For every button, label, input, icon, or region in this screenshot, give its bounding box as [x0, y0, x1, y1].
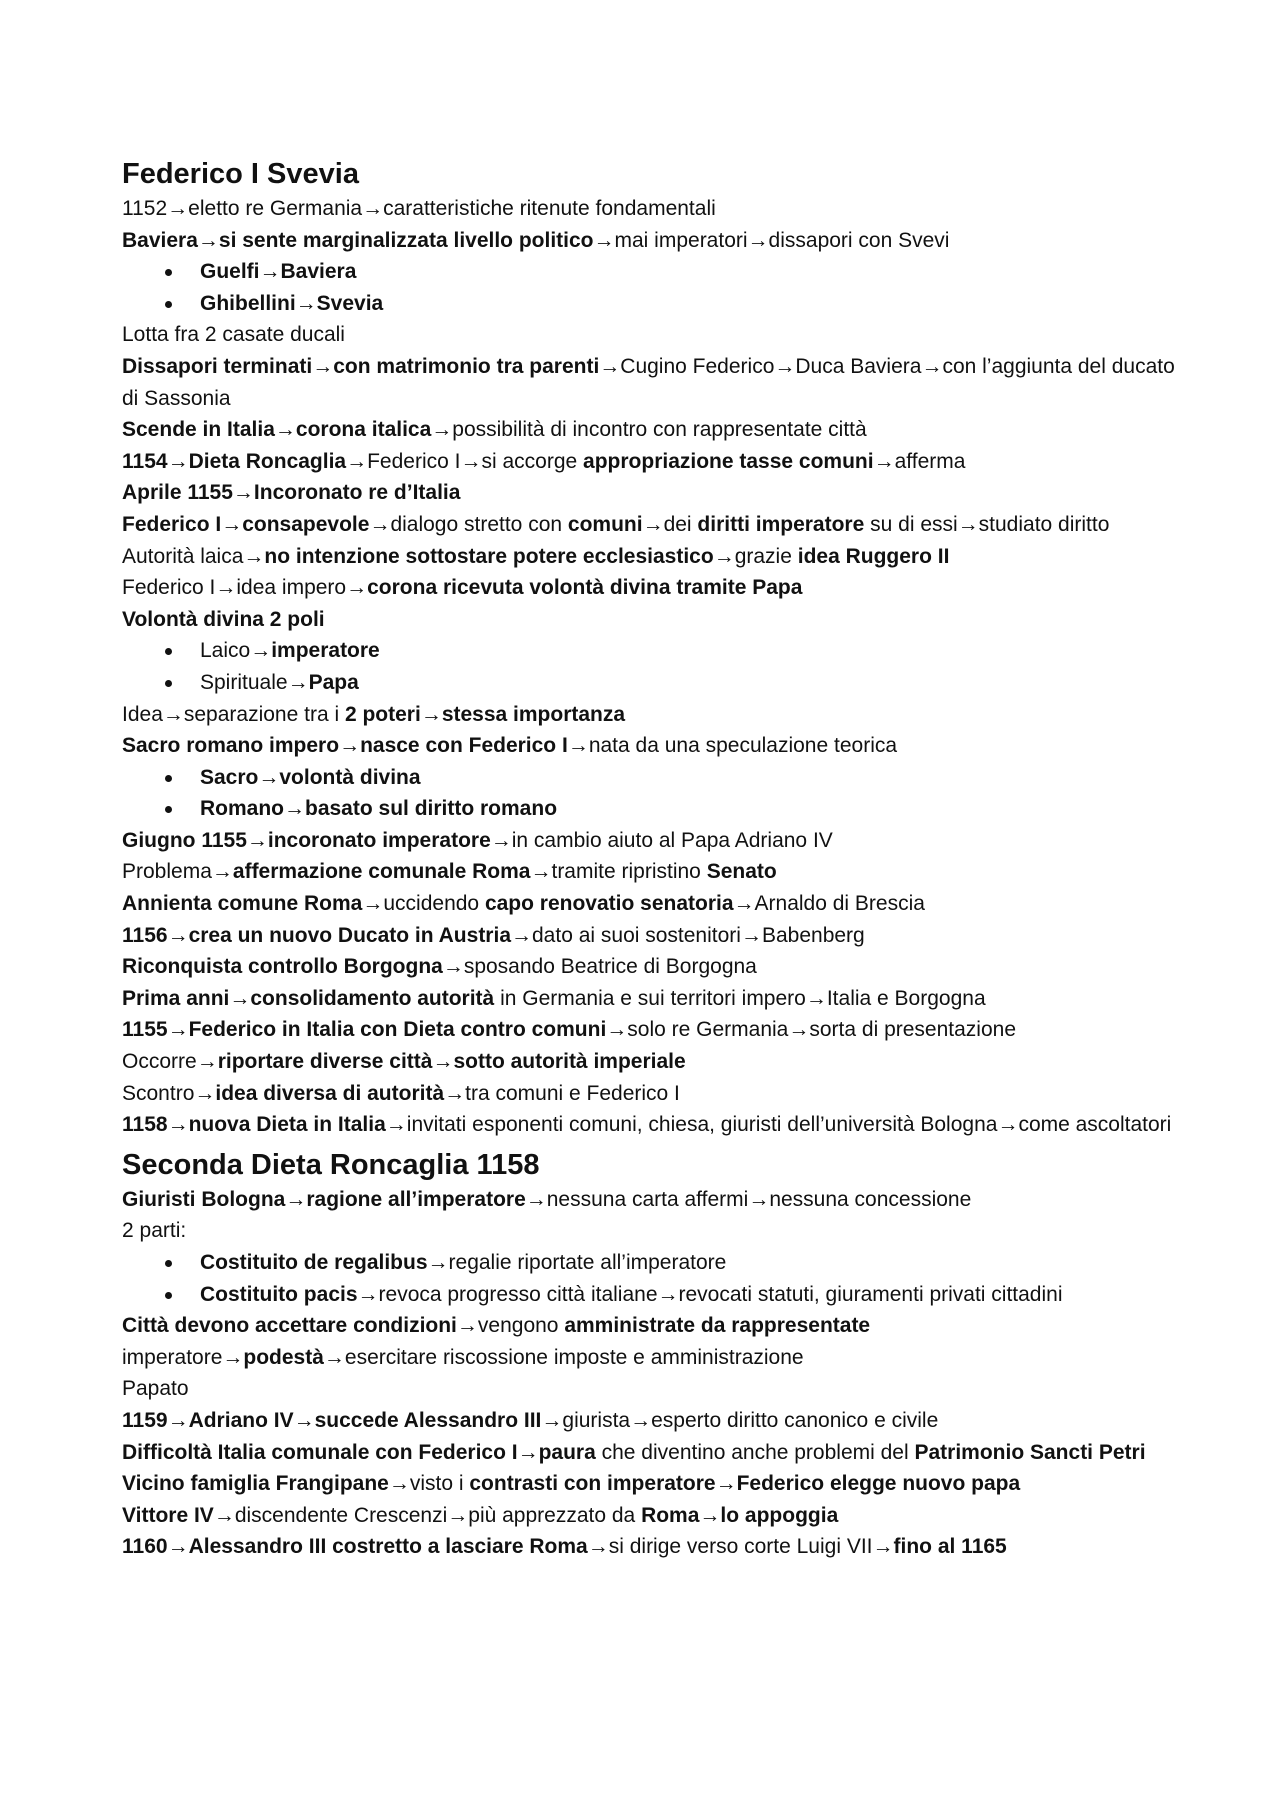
- text-run: Federico in Italia con Dieta contro comuni: [188, 1018, 607, 1042]
- text-run: che diventino anche problemi del: [595, 1440, 915, 1464]
- text-line: [122, 414, 1182, 446]
- arrow-icon: →: [167, 1018, 189, 1042]
- arrow-icon: →: [517, 1440, 539, 1464]
- arrow-icon: →: [211, 860, 233, 884]
- text-run: esercitare riscossione imposte e amministrazione: [344, 1345, 804, 1369]
- text-run: Occorre: [122, 1050, 197, 1074]
- section-seconda-dieta: [122, 1184, 1182, 1563]
- text-line: [122, 446, 1182, 478]
- text-run: sposando Beatrice di Borgogna: [463, 955, 757, 979]
- text-line: [122, 1014, 1182, 1046]
- text-run: Vittore IV: [122, 1503, 214, 1527]
- arrow-icon: →: [250, 639, 272, 663]
- text-run: Vicino famiglia Frangipane: [122, 1472, 389, 1496]
- text-run: idea impero: [236, 576, 347, 600]
- arrow-icon: →: [196, 1050, 218, 1074]
- text-run: solo re Germania: [627, 1018, 789, 1042]
- bullet-item: [122, 793, 1182, 825]
- text-run: Dissapori terminati: [122, 354, 313, 378]
- text-run: Problema: [122, 860, 212, 884]
- text-run: nuova Dieta in Italia: [188, 1113, 386, 1137]
- arrow-icon: →: [293, 1408, 315, 1432]
- text-run: Sacro: [200, 765, 259, 789]
- arrow-icon: →: [587, 1535, 609, 1559]
- text-run: 1160: [122, 1535, 168, 1559]
- text-run: Baviera: [122, 228, 198, 252]
- arrow-icon: →: [460, 449, 482, 473]
- text-line: [122, 825, 1182, 857]
- arrow-icon: →: [444, 1081, 466, 1105]
- bullet-item: [122, 635, 1182, 667]
- text-run: separazione tra i: [183, 702, 345, 726]
- arrow-icon: →: [167, 923, 189, 947]
- arrow-icon: →: [427, 1251, 449, 1274]
- text-run: visto i: [409, 1472, 470, 1496]
- text-run: uccidendo: [383, 892, 485, 916]
- text-line: [122, 319, 1182, 351]
- bullet-item: [122, 667, 1182, 699]
- text-line: [122, 1342, 1182, 1374]
- text-line: [122, 1531, 1182, 1563]
- text-run: giurista: [562, 1408, 631, 1432]
- text-line: [122, 509, 1182, 541]
- text-run: nata da una speculazione teorica: [588, 734, 898, 758]
- text-run: Città devono accettare condizioni: [122, 1314, 457, 1338]
- text-run: affermazione comunale Roma: [232, 860, 531, 884]
- text-run: su di essi: [864, 512, 958, 536]
- text-run: Guelfi: [200, 260, 260, 284]
- arrow-icon: →: [747, 228, 769, 252]
- text-run: comuni: [567, 512, 643, 536]
- arrow-icon: →: [229, 986, 251, 1010]
- arrow-icon: →: [323, 1345, 345, 1369]
- text-run: in Germania e sui territori impero: [494, 986, 806, 1010]
- arrow-icon: →: [194, 1081, 216, 1105]
- text-run: Italia e Borgogna: [826, 986, 986, 1010]
- text-line: [122, 951, 1182, 983]
- arrow-icon: →: [456, 1314, 478, 1338]
- arrow-icon: →: [369, 512, 391, 536]
- arrow-icon: →: [295, 291, 317, 315]
- text-run: invitati esponenti comuni, chiesa, giuristi dell’università Bologna: [406, 1113, 998, 1137]
- text-run: basato sul diritto romano: [305, 797, 558, 821]
- text-run: idea diversa di autorità: [215, 1081, 445, 1105]
- bullet-item: [122, 1247, 1182, 1279]
- text-run: con matrimonio tra parenti: [333, 354, 600, 378]
- text-run: Idea: [122, 702, 163, 726]
- arrow-icon: →: [599, 354, 621, 378]
- text-run: Svevia: [316, 291, 384, 315]
- heading-federico: Federico I Svevia: [122, 158, 359, 190]
- text-line: [122, 1109, 1182, 1141]
- arrow-icon: →: [630, 1408, 652, 1432]
- text-run: consapevole: [242, 512, 370, 536]
- arrow-icon: →: [285, 1187, 307, 1211]
- text-run: lo appoggia: [720, 1503, 839, 1527]
- text-run: imperatore: [271, 639, 380, 663]
- text-run: Difficoltà Italia comunale con Federico I: [122, 1440, 518, 1464]
- text-run: contrasti con imperatore: [469, 1472, 716, 1496]
- arrow-icon: →: [606, 1018, 628, 1042]
- arrow-icon: →: [699, 1503, 721, 1527]
- arrow-icon: →: [362, 197, 384, 220]
- text-run: paura: [538, 1440, 596, 1464]
- text-run: imperatore: [122, 1345, 223, 1369]
- text-run: consolidamento autorità: [250, 986, 495, 1010]
- text-run: riportare diverse città: [217, 1050, 433, 1074]
- text-line: [122, 983, 1182, 1015]
- text-run: Annienta comune Roma: [122, 892, 363, 916]
- text-run: Volontà divina 2 poli: [122, 607, 325, 631]
- text-run: con l’aggiunta del ducato di Sassonia: [122, 354, 1175, 410]
- arrow-icon: →: [748, 1187, 770, 1211]
- text-run: 2 parti:: [122, 1219, 187, 1243]
- text-line: [122, 1373, 1182, 1405]
- text-line: [122, 351, 1182, 414]
- text-run: Alessandro III costretto a lasciare Roma: [188, 1535, 588, 1559]
- section-federico: [122, 193, 1182, 1141]
- text-run: Cugino Federico: [620, 354, 775, 378]
- text-run: Sacro romano impero: [122, 734, 340, 758]
- text-line: [122, 1500, 1182, 1532]
- text-run: podestà: [243, 1345, 324, 1369]
- text-run: succede Alessandro III: [314, 1408, 542, 1432]
- arrow-icon: →: [872, 1535, 894, 1559]
- text-run: corona ricevuta volontà divina tramite Papa: [367, 576, 803, 600]
- arrow-icon: →: [243, 544, 265, 568]
- text-run: 1155: [122, 1018, 168, 1042]
- text-run: dissapori con Svevi: [768, 228, 950, 252]
- text-line: [122, 572, 1182, 604]
- text-line: [122, 541, 1182, 573]
- arrow-icon: →: [232, 481, 254, 505]
- text-run: vengono: [477, 1314, 565, 1338]
- arrow-icon: →: [593, 228, 615, 252]
- text-line: [122, 730, 1182, 762]
- text-run: Lotta fra 2 casate ducali: [122, 323, 345, 347]
- arrow-icon: →: [221, 512, 243, 536]
- text-run: ragione all’imperatore: [306, 1187, 526, 1211]
- arrow-icon: →: [873, 449, 895, 473]
- arrow-icon: →: [715, 1472, 737, 1496]
- arrow-icon: →: [733, 892, 755, 916]
- text-run: Scende in Italia: [122, 418, 275, 442]
- text-run: 1159: [122, 1408, 168, 1432]
- arrow-icon: →: [657, 1282, 679, 1306]
- text-run: incoronato imperatore: [267, 828, 491, 852]
- arrow-icon: →: [541, 1408, 563, 1432]
- text-run: discendente Crescenzi: [234, 1503, 448, 1527]
- text-run: si accorge: [481, 449, 584, 473]
- text-line: [122, 225, 1182, 257]
- text-run: volontà divina: [279, 765, 421, 789]
- arrow-icon: →: [442, 955, 464, 979]
- arrow-icon: →: [642, 512, 664, 536]
- arrow-icon: →: [432, 1050, 454, 1074]
- text-run: Senato: [706, 860, 777, 884]
- arrow-icon: →: [167, 1113, 189, 1137]
- text-run: Baviera: [280, 260, 357, 284]
- arrow-icon: →: [197, 228, 219, 252]
- text-run: diritti imperatore: [697, 512, 865, 536]
- text-run: mai imperatori: [614, 228, 748, 252]
- text-line: [122, 1046, 1182, 1078]
- arrow-icon: →: [957, 512, 979, 536]
- arrow-icon: →: [167, 1535, 189, 1559]
- text-run: come ascoltatori: [1018, 1113, 1172, 1137]
- arrow-icon: →: [312, 354, 334, 378]
- text-run: nasce con Federico I: [360, 734, 568, 758]
- text-run: idea Ruggero II: [797, 544, 950, 568]
- arrow-icon: →: [774, 354, 796, 378]
- text-run: regalie riportate all’imperatore: [448, 1251, 727, 1274]
- text-run: più apprezzato da: [468, 1503, 642, 1527]
- arrow-icon: →: [567, 734, 589, 758]
- text-run: Riconquista controllo Borgogna: [122, 955, 443, 979]
- text-run: revocati statuti, giuramenti privati cittadini: [678, 1282, 1063, 1306]
- bullet-item: [122, 1279, 1182, 1311]
- arrow-icon: →: [740, 923, 762, 947]
- text-run: Romano: [200, 797, 284, 821]
- text-run: Arnaldo di Brescia: [754, 892, 925, 916]
- arrow-icon: →: [420, 702, 442, 726]
- arrow-icon: →: [490, 828, 512, 852]
- text-run: si dirige verso corte Luigi VII: [608, 1535, 873, 1559]
- text-run: Babenberg: [761, 923, 865, 947]
- arrow-icon: →: [213, 1503, 235, 1527]
- arrow-icon: →: [511, 923, 532, 947]
- text-run: tramite ripristino: [551, 860, 707, 884]
- text-run: dialogo stretto con: [390, 512, 568, 536]
- arrow-icon: →: [921, 354, 943, 378]
- text-run: Papato: [122, 1377, 189, 1401]
- arrow-icon: →: [431, 418, 453, 442]
- text-run: nessuna carta affermi: [546, 1187, 749, 1211]
- arrow-icon: →: [388, 1472, 410, 1496]
- arrow-icon: →: [167, 197, 189, 220]
- arrow-icon: →: [246, 828, 268, 852]
- text-run: 1152: [122, 197, 168, 220]
- document-page: [122, 150, 1182, 1563]
- arrow-icon: →: [713, 544, 735, 568]
- text-run: Federico I: [122, 512, 222, 536]
- text-run: si sente marginalizzata livello politico: [218, 228, 594, 252]
- text-run: Laico: [200, 639, 251, 663]
- text-run: caratteristiche ritenute fondamentali: [383, 197, 716, 220]
- text-run: afferma: [894, 449, 966, 473]
- text-run: Giugno 1155: [122, 828, 247, 852]
- text-run: esperto diritto canonico e civile: [651, 1408, 939, 1432]
- text-run: Patrimonio Sancti Petri: [914, 1440, 1146, 1464]
- text-run: Papa: [308, 670, 359, 694]
- text-line: [122, 477, 1182, 509]
- arrow-icon: →: [362, 892, 384, 916]
- arrow-icon: →: [287, 670, 309, 694]
- arrow-icon: →: [258, 765, 280, 789]
- text-run: Incoronato re d’Italia: [253, 481, 461, 505]
- text-line: [122, 699, 1182, 731]
- text-line: [122, 1437, 1182, 1469]
- text-run: Duca Baviera: [795, 354, 922, 378]
- text-run: dato ai suoi sostenitori: [532, 923, 741, 947]
- text-run: Costituito pacis: [200, 1282, 358, 1306]
- text-run: 1154: [122, 449, 168, 473]
- arrow-icon: →: [447, 1503, 469, 1527]
- arrow-icon: →: [167, 1408, 189, 1432]
- text-line: [122, 1078, 1182, 1110]
- text-run: Ghibellini: [200, 291, 296, 315]
- text-run: Giuristi Bologna: [122, 1187, 286, 1211]
- text-run: appropriazione tasse comuni: [583, 449, 874, 473]
- text-line: [122, 1184, 1182, 1216]
- arrow-icon: →: [530, 860, 552, 884]
- arrow-icon: →: [346, 449, 368, 473]
- text-run: Dieta Roncaglia: [188, 449, 347, 473]
- text-run: crea un nuovo Ducato in Austria: [188, 923, 511, 947]
- text-run: possibilità di incontro con rappresentate città: [452, 418, 867, 442]
- text-run: Scontro: [122, 1081, 195, 1105]
- text-run: 1156: [122, 923, 168, 947]
- text-run: Federico I: [122, 576, 216, 600]
- text-run: Aprile 1155: [122, 481, 233, 505]
- text-line: [122, 193, 1182, 225]
- arrow-icon: →: [525, 1187, 547, 1211]
- arrow-icon: →: [222, 1345, 244, 1369]
- text-run: 2 poteri: [344, 702, 421, 726]
- arrow-icon: →: [346, 576, 368, 600]
- text-run: Federico elegge nuovo papa: [736, 1472, 1021, 1496]
- text-run: Autorità laica: [122, 544, 244, 568]
- text-line: [122, 1405, 1182, 1437]
- text-run: dei: [663, 512, 698, 536]
- arrow-icon: →: [167, 449, 189, 473]
- text-run: fino al 1165: [893, 1535, 1007, 1559]
- text-line: [122, 1468, 1182, 1500]
- text-run: Adriano IV: [188, 1408, 294, 1432]
- text-run: revoca progresso città italiane: [378, 1282, 658, 1306]
- text-run: Spirituale: [200, 670, 288, 694]
- text-run: amministrate da rappresentate: [564, 1314, 871, 1338]
- arrow-icon: →: [284, 797, 305, 821]
- arrow-icon: →: [805, 986, 827, 1010]
- text-run: Costituito de regalibus: [200, 1251, 428, 1274]
- text-line: [122, 1310, 1182, 1342]
- arrow-icon: →: [215, 576, 237, 600]
- text-run: stessa importanza: [441, 702, 626, 726]
- bullet-item: [122, 288, 1182, 320]
- arrow-icon: →: [274, 418, 296, 442]
- text-run: corona italica: [295, 418, 432, 442]
- text-run: in cambio aiuto al Papa Adriano IV: [511, 828, 833, 852]
- text-run: sorta di presentazione: [809, 1018, 1017, 1042]
- text-line: [122, 920, 1182, 952]
- text-run: eletto re Germania: [188, 197, 363, 220]
- arrow-icon: →: [339, 734, 361, 758]
- text-run: tra comuni e Federico I: [465, 1081, 680, 1105]
- text-run: no intenzione sottostare potere ecclesiastico: [264, 544, 714, 568]
- arrow-icon: →: [385, 1113, 407, 1137]
- arrow-icon: →: [162, 702, 184, 726]
- text-run: capo renovatio senatoria: [484, 892, 734, 916]
- bullet-item: [122, 762, 1182, 794]
- text-run: Federico I: [367, 449, 461, 473]
- text-run: Prima anni: [122, 986, 230, 1010]
- arrow-icon: →: [997, 1113, 1019, 1137]
- text-line: [122, 888, 1182, 920]
- text-line: [122, 856, 1182, 888]
- arrow-icon: →: [788, 1018, 810, 1042]
- text-run: sotto autorità imperiale: [453, 1050, 686, 1074]
- text-line: [122, 1215, 1182, 1247]
- arrow-icon: →: [357, 1282, 379, 1306]
- text-line: [122, 604, 1182, 636]
- text-run: studiato diritto: [978, 512, 1110, 536]
- arrow-icon: →: [259, 260, 281, 284]
- heading-seconda-dieta: Seconda Dieta Roncaglia 1158: [122, 1148, 540, 1181]
- text-run: nessuna concessione: [769, 1187, 972, 1211]
- text-run: grazie: [734, 544, 798, 568]
- text-run: 1158: [122, 1113, 168, 1137]
- bullet-item: [122, 256, 1182, 288]
- text-run: Roma: [641, 1503, 700, 1527]
